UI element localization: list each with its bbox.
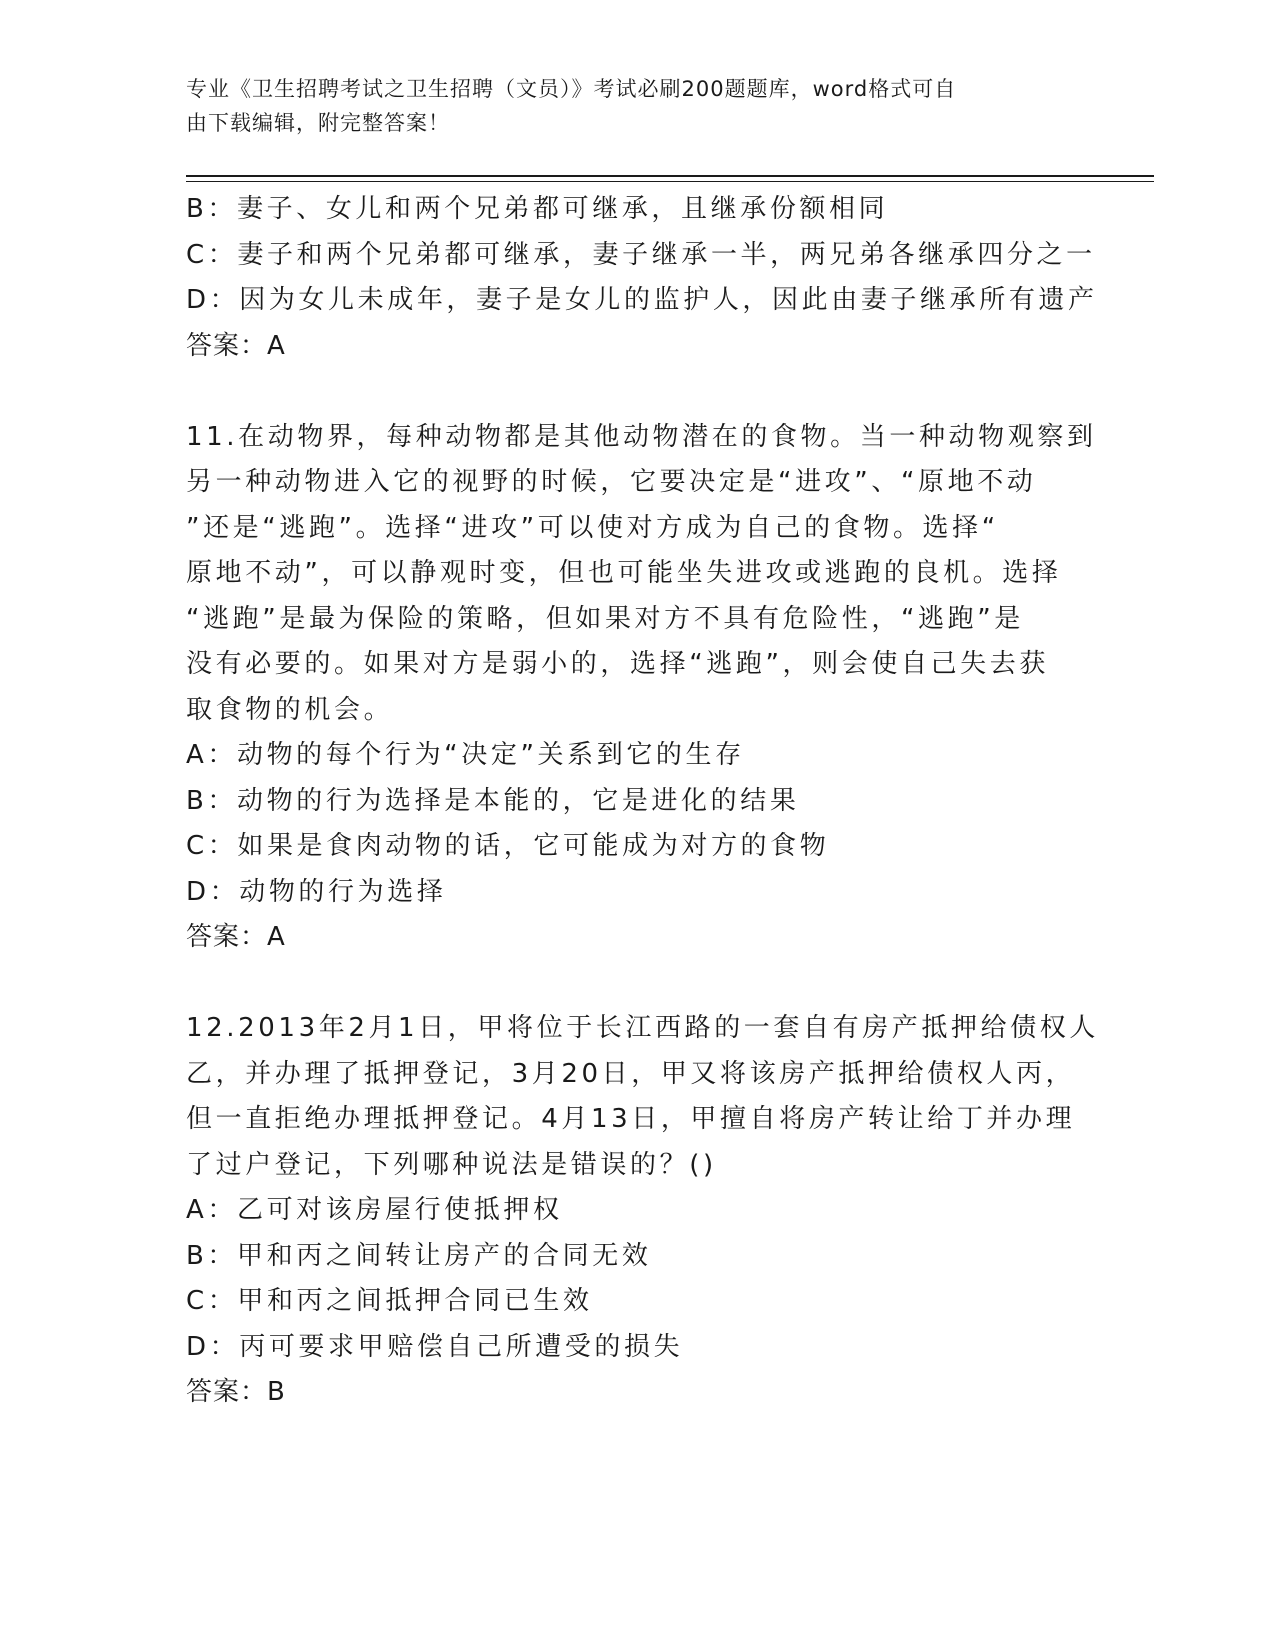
option-b: B：动物的行为选择是本能的，它是进化的结果 bbox=[186, 785, 800, 816]
option-b: B：甲和丙之间转让房产的合同无效 bbox=[186, 1240, 652, 1271]
question-stem-line: 取食物的机会。 bbox=[186, 694, 394, 725]
option-c: C：妻子和两个兄弟都可继承，妻子继承一半，两兄弟各继承四分之一 bbox=[186, 239, 1096, 270]
option-b: B：妻子、女儿和两个兄弟都可继承，且继承份额相同 bbox=[186, 194, 889, 224]
answer-line: 答案：A bbox=[186, 330, 286, 361]
option-c: C：甲和丙之间抵押合同已生效 bbox=[186, 1286, 593, 1316]
option-a: A：动物的每个行为“决定”关系到它的生存 bbox=[186, 740, 745, 770]
question-stem-line: 乙，并办理了抵押登记，3月20日，甲又将该房产抵押给债权人丙， bbox=[186, 1058, 1076, 1089]
question-stem-line: 另一种动物进入它的视野的时候，它要决定是“进攻”、“原地不动 bbox=[186, 467, 1037, 497]
question-stem-line: 但一直拒绝办理抵押登记。4月13日，甲擅自将房产转让给丁并办理 bbox=[186, 1104, 1076, 1134]
question-stem-line: 12.2013年2月1日，甲将位于长江西路的一套自有房产抵押给债权人 bbox=[186, 1013, 1100, 1043]
option-d: D：动物的行为选择 bbox=[186, 876, 447, 907]
answer-line: 答案：B bbox=[186, 1377, 286, 1407]
question-spacer bbox=[186, 961, 1086, 1007]
option-d: D：因为女儿未成年，妻子是女儿的监护人，因此由妻子继承所有遗产 bbox=[186, 285, 1098, 315]
header-divider-thick bbox=[186, 175, 1154, 177]
header-divider-thin bbox=[186, 181, 1154, 182]
question-11 bbox=[186, 415, 1097, 961]
question-12 bbox=[186, 1006, 1100, 1416]
answer-line: 答案：A bbox=[186, 922, 286, 952]
question-spacer bbox=[186, 369, 1086, 415]
document-content bbox=[186, 187, 1100, 1416]
option-a: A：乙可对该房屋行使抵押权 bbox=[186, 1195, 563, 1225]
question-stem-line: ”还是“逃跑”。选择“进攻”可以使对方成为自己的食物。选择“ bbox=[186, 512, 999, 543]
question-stem-line: “逃跑”是最为保险的策略，但如果对方不具有危险性，“逃跑”是 bbox=[186, 603, 1024, 634]
question-10-continued bbox=[186, 187, 1098, 369]
page-header bbox=[186, 72, 1066, 140]
option-c: C：如果是食肉动物的话，它可能成为对方的食物 bbox=[186, 831, 830, 861]
question-stem-line: 了过户登记，下列哪种说法是错误的？() bbox=[186, 1149, 717, 1180]
question-stem-line: 11.在动物界，每种动物都是其他动物潜在的食物。当一种动物观察到 bbox=[186, 421, 1097, 452]
header-text-line-2: 由下载编辑，附完整答案！ bbox=[186, 111, 450, 135]
option-d: D：丙可要求甲赔偿自己所遭受的损失 bbox=[186, 1331, 684, 1362]
header-text-line-1: 专业《卫生招聘考试之卫生招聘（文员）》考试必刷200题题库，word格式可自 bbox=[186, 77, 957, 101]
question-stem-line: 没有必要的。如果对方是弱小的，选择“逃跑”，则会使自己失去获 bbox=[186, 649, 1049, 679]
question-stem-line: 原地不动”，可以静观时变，但也可能坐失进攻或逃跑的良机。选择 bbox=[186, 558, 1062, 588]
